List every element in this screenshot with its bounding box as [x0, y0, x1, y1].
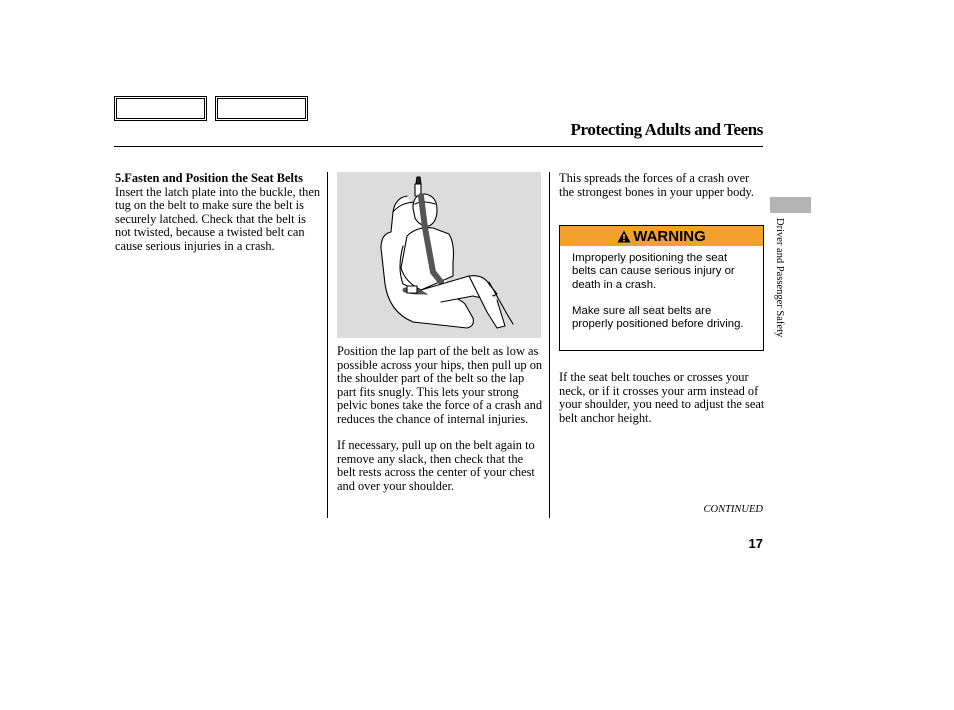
warning-text-2: Make sure all seat belts are properly positioned before driving. — [572, 304, 744, 331]
column-divider-2 — [549, 172, 550, 518]
step-title: Fasten and Position the Seat Belts — [124, 171, 303, 185]
forces-paragraph: This spreads the forces of a crash over the strongest bones in your upper body. — [559, 171, 755, 199]
warning-body — [560, 246, 763, 331]
column-1 — [115, 172, 321, 253]
step-paragraph: Insert the latch plate into the buckle, then tug on the belt to make sure the belt is securely latched. Check that the belt is not twisted, because a twisted belt can cause serious injuries in a crash. — [115, 184, 321, 253]
seated-person-icon — [337, 172, 541, 338]
lap-belt-paragraph: Position the lap part of the belt as low as possible across your hips, then pull up on the shoulder part of the belt so the lap part fits snugly. This lets your strong pelvic bones take the force of a crash and reduces the chance of internal injuries. — [337, 344, 543, 426]
anchor-height-paragraph: If the seat belt touches or crosses your neck, or if it crosses your arm instead of your shoulder, you need to adjust the seat belt anchor height. — [559, 370, 765, 425]
page-number: 17 — [748, 536, 763, 551]
header-rule — [114, 146, 763, 147]
warning-box — [559, 225, 764, 351]
seat-belt-illustration — [337, 172, 541, 338]
nav-button-index[interactable] — [215, 96, 308, 121]
column-2 — [337, 345, 543, 493]
continued-note: CONTINUED — [703, 504, 763, 515]
anchor-height-section — [559, 371, 765, 425]
column-divider-1 — [327, 172, 328, 518]
column-3 — [559, 172, 765, 199]
warning-header — [560, 226, 763, 246]
page-title: Protecting Adults and Teens — [570, 120, 763, 139]
warning-label: WARNING — [633, 227, 706, 245]
warning-triangle-icon — [617, 230, 631, 243]
warning-text-1: Improperly positioning the seat belts can cause serious injury or death in a crash. — [572, 252, 735, 291]
nav-button-contents[interactable] — [114, 96, 207, 121]
section-tab — [770, 197, 811, 213]
step-number: 5. — [115, 171, 125, 185]
step-heading — [115, 172, 321, 186]
section-label: Driver and Passenger Safety — [774, 218, 785, 338]
slack-paragraph: If necessary, pull up on the belt again to remove any slack, then check that the belt rests across the center of your chest and over your shoulder. — [337, 438, 535, 493]
